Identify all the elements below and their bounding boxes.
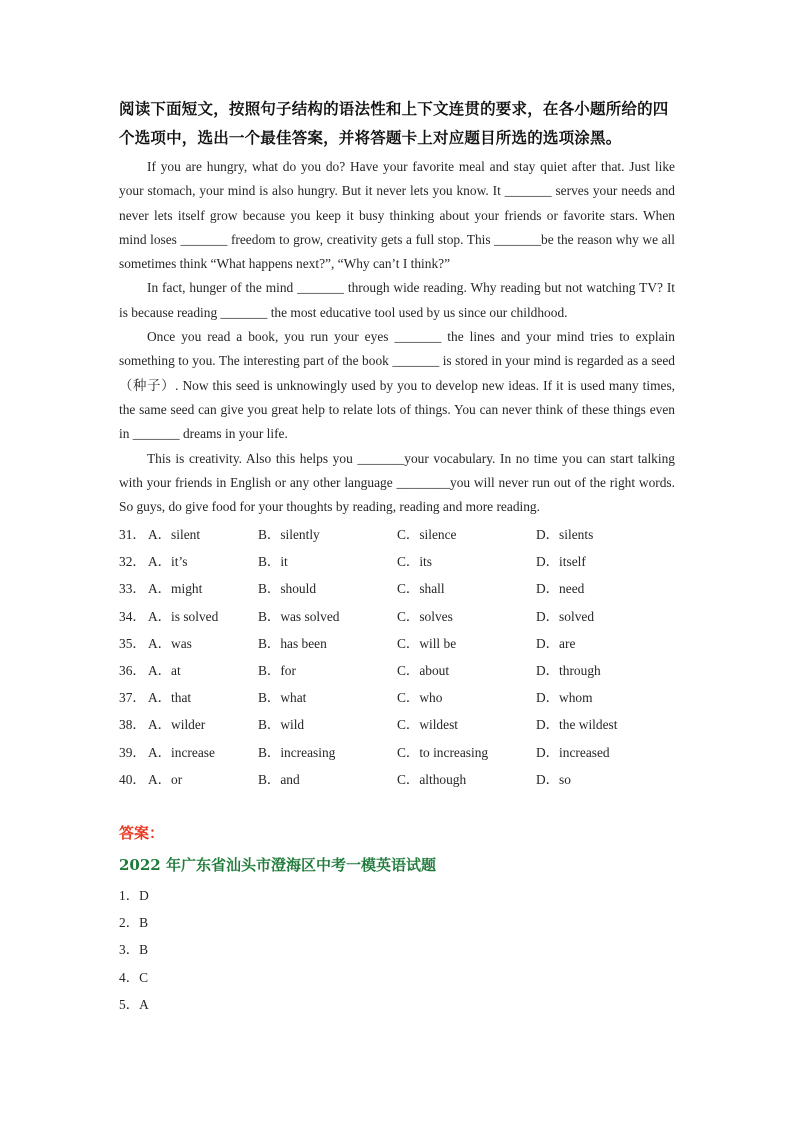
- question-row: [119, 575, 679, 602]
- option-d: D．silents: [536, 527, 594, 542]
- option-b: B．has been: [258, 635, 327, 651]
- instruction-heading: 阅读下面短文，按照句子结构的语法性和上下文连贯的要求，在各小题所给的四个选项中，选出一个最佳答案，并将答题卡上对应题目所选的选项涂黑。: [119, 99, 669, 147]
- option-a: A．was: [148, 635, 192, 651]
- question-number: 35．: [119, 635, 146, 651]
- option-a: A．is solved: [148, 608, 219, 624]
- answer-label: 答案：: [119, 824, 165, 842]
- option-c: C．will be: [397, 635, 457, 651]
- answer-item: 4．C: [119, 969, 149, 985]
- question-number: 37．: [119, 690, 146, 706]
- option-d: D．so: [536, 771, 571, 787]
- answer-item: 1．D: [119, 888, 149, 903]
- question-number: 39．: [119, 744, 146, 760]
- question-number: 40．: [119, 771, 146, 787]
- option-d: D．the wildest: [536, 717, 618, 733]
- question-row: [119, 630, 679, 657]
- option-a: A．increase: [148, 744, 215, 760]
- answer-item: 5．A: [119, 996, 149, 1012]
- option-a: A．that: [148, 690, 192, 706]
- option-c: C．who: [397, 690, 443, 706]
- option-c: C．to increasing: [397, 744, 489, 760]
- option-d: D．are: [536, 635, 576, 651]
- passage-paragraph: If you are hungry, what do you do? Have your favorite meal and stay quiet after that. Just like your stomach, your mind is also hungry. But it never lets you know. It _______ serves your needs and never lets itself grow because you keep it busy thinking about your friends or favorite stars. When mind loses _______ freedom to grow, creativity gets a full stop. This _______be the reason why we all sometimes think “What happens next?”, “Why can’t I think?”: [119, 159, 675, 272]
- option-c: C．silence: [397, 527, 457, 542]
- option-b: B．and: [258, 771, 300, 787]
- question-row: [119, 603, 679, 630]
- answer-item: 3．B: [119, 942, 149, 958]
- option-c: C．although: [397, 771, 467, 787]
- answer-list: [119, 882, 149, 1018]
- option-b: B．it: [258, 554, 288, 570]
- question-row: [119, 684, 679, 711]
- question-number: 33．: [119, 581, 146, 597]
- option-d: D．increased: [536, 744, 610, 760]
- option-b: B．for: [258, 662, 296, 678]
- option-d: D．through: [536, 662, 601, 678]
- question-number: 34．: [119, 608, 146, 624]
- option-d: D．need: [536, 581, 585, 597]
- passage-paragraph: Once you read a book, you run your eyes _______ the lines and your mind tries to explain something to you. The interesting part of the book _______ is stored in your mind is regarded as a seed（种子）. Now this seed is unknowingly used by you to develop new ideas. If it is used many times, the same seed can give you great help to relate lots of things. You can never think of these things even in _______ dreams in your life.: [119, 329, 675, 442]
- option-c: C．solves: [397, 608, 453, 624]
- option-d: D．solved: [536, 608, 595, 624]
- option-a: A．or: [148, 771, 183, 787]
- question-row: [119, 739, 679, 766]
- option-a: A．wilder: [148, 717, 206, 733]
- option-b: B．what: [258, 690, 307, 706]
- option-c: C．shall: [397, 581, 445, 597]
- question-options-list: [119, 521, 679, 793]
- question-number: 32．: [119, 554, 146, 570]
- question-row: [119, 548, 679, 575]
- option-b: B．increasing: [258, 744, 336, 760]
- answer-item: 2．B: [119, 915, 149, 931]
- question-row: [119, 521, 679, 548]
- option-a: A．might: [148, 581, 203, 597]
- question-number: 38．: [119, 717, 146, 733]
- option-a: A．it’s: [148, 554, 188, 570]
- passage-paragraph: This is creativity. Also this helps you _______your vocabulary. In no time you can start talking with your friends in English or any other language ________you will never run out of the right words. So guys, do give food for your thoughts by reading, reading and more reading.: [119, 450, 675, 515]
- question-row: [119, 766, 679, 793]
- question-row: [119, 657, 679, 684]
- option-b: B．should: [258, 581, 317, 597]
- option-b: B．wild: [258, 717, 305, 733]
- option-b: B．was solved: [258, 608, 340, 624]
- question-number: 36．: [119, 662, 146, 678]
- option-c: C．wildest: [397, 717, 459, 733]
- passage-paragraph: In fact, hunger of the mind _______ through wide reading. Why reading but not watching TV? It is because reading _______ the most educative tool used by us since our childhood.: [119, 280, 675, 320]
- option-b: B．silently: [258, 527, 320, 542]
- answer-source-title: 2022 年广东省汕头市澄海区中考一模英语试题: [119, 856, 436, 874]
- option-d: D．itself: [536, 554, 586, 570]
- option-d: D．whom: [536, 690, 593, 706]
- option-c: C．about: [397, 662, 450, 678]
- option-c: C．its: [397, 554, 432, 570]
- option-a: A．at: [148, 662, 181, 678]
- option-a: A．silent: [148, 527, 201, 542]
- question-number: 31．: [119, 527, 146, 542]
- question-row: [119, 711, 679, 738]
- reading-passage: [119, 155, 675, 519]
